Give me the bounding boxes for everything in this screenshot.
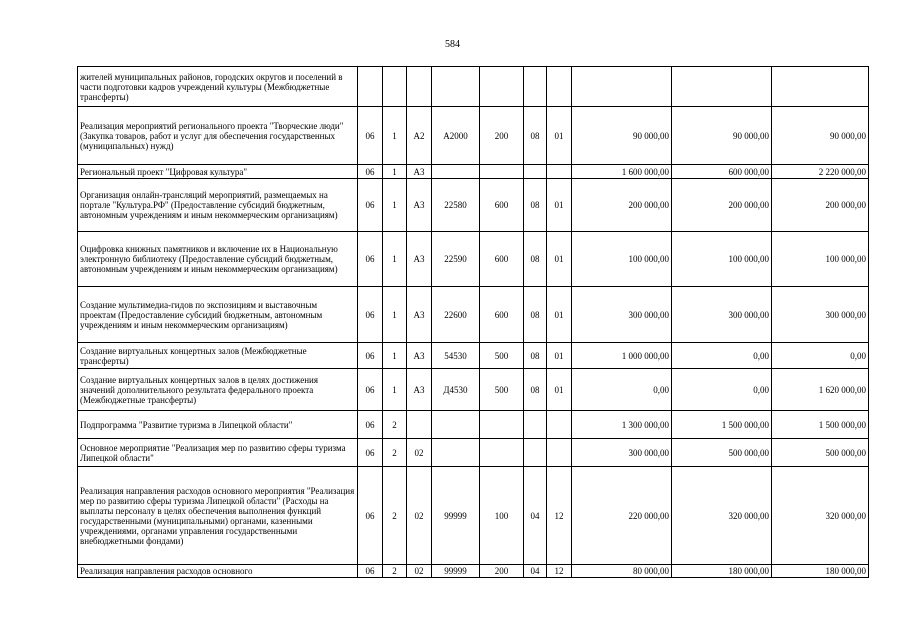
amount-year-2: 300 000,00 (672, 287, 772, 343)
amount-year-1: 100 000,00 (572, 232, 672, 287)
code-subprogram: 1 (383, 232, 407, 287)
code-subprogram: 1 (383, 107, 407, 165)
table-row (78, 439, 869, 467)
amount-year-1: 220 000,00 (572, 467, 672, 565)
code-subsection (547, 411, 572, 439)
code-subsection (547, 67, 572, 107)
table-row (78, 179, 869, 232)
code-ministry: 06 (358, 287, 383, 343)
code-subsection: 01 (547, 232, 572, 287)
code-direction: 22600 (432, 287, 480, 343)
amount-year-1 (572, 67, 672, 107)
code-section (524, 411, 547, 439)
amount-year-3: 320 000,00 (772, 467, 869, 565)
code-event: А3 (407, 165, 432, 179)
row-name: Основное мероприятие "Реализация мер по развитию сферы туризма Липецкой области" (78, 439, 358, 467)
amount-year-1: 90 000,00 (572, 107, 672, 165)
amount-year-3 (772, 67, 869, 107)
code-subsection: 01 (547, 369, 572, 411)
table-row (78, 165, 869, 179)
code-subprogram (383, 67, 407, 107)
code-expense-type: 100 (480, 467, 524, 565)
code-expense-type: 200 (480, 107, 524, 165)
code-ministry: 06 (358, 107, 383, 165)
code-subprogram: 1 (383, 369, 407, 411)
amount-year-1: 0,00 (572, 369, 672, 411)
table-row (78, 343, 869, 369)
amount-year-3: 300 000,00 (772, 287, 869, 343)
row-name: Реализация мероприятий регионального проекта "Творческие люди" (Закупка товаров, работ и услуг для обеспечения государственных (муниципальных) нужд) (78, 107, 358, 165)
code-expense-type: 200 (480, 565, 524, 578)
code-subprogram: 2 (383, 411, 407, 439)
code-event (407, 67, 432, 107)
code-event: 02 (407, 439, 432, 467)
amount-year-3: 180 000,00 (772, 565, 869, 578)
code-direction (432, 439, 480, 467)
amount-year-2: 600 000,00 (672, 165, 772, 179)
amount-year-2: 0,00 (672, 343, 772, 369)
row-name: Создание виртуальных концертных залов в целях достижения значений дополнительного результата федерального проекта (Межбюджетные трансферты) (78, 369, 358, 411)
code-subsection: 01 (547, 343, 572, 369)
table-row (78, 107, 869, 165)
code-event: А3 (407, 179, 432, 232)
amount-year-1: 300 000,00 (572, 439, 672, 467)
code-ministry: 06 (358, 232, 383, 287)
amount-year-3: 1 500 000,00 (772, 411, 869, 439)
row-name: Организация онлайн-трансляций мероприятий, размещаемых на портале "Культура.РФ" (Предоставление субсидий бюджетным, автономным учреждениям и иным некоммерческим организациям) (78, 179, 358, 232)
code-subprogram: 1 (383, 179, 407, 232)
code-expense-type: 600 (480, 287, 524, 343)
table-row (78, 467, 869, 565)
code-direction: 99999 (432, 565, 480, 578)
code-subsection: 01 (547, 287, 572, 343)
row-name: жителей муниципальных районов, городских округов и поселений в части подготовки кадров учреждений культуры (Межбюджетные трансферты) (78, 67, 358, 107)
code-subsection: 01 (547, 179, 572, 232)
amount-year-3: 0,00 (772, 343, 869, 369)
amount-year-3: 90 000,00 (772, 107, 869, 165)
code-subprogram: 1 (383, 165, 407, 179)
code-event: А3 (407, 369, 432, 411)
amount-year-3: 1 620 000,00 (772, 369, 869, 411)
code-section: 08 (524, 232, 547, 287)
code-ministry: 06 (358, 179, 383, 232)
table-row (78, 232, 869, 287)
code-direction (432, 165, 480, 179)
code-section: 04 (524, 565, 547, 578)
code-section: 04 (524, 467, 547, 565)
code-event: А3 (407, 287, 432, 343)
row-name: Создание мультимедиа-гидов по экспозициям и выставочным проектам (Предоставление субсидий бюджетным, автономным учреждениям и иным некоммерческим организациям) (78, 287, 358, 343)
code-event: А3 (407, 343, 432, 369)
code-direction (432, 67, 480, 107)
code-section: 08 (524, 287, 547, 343)
amount-year-2: 180 000,00 (672, 565, 772, 578)
code-subsection (547, 439, 572, 467)
code-expense-type (480, 439, 524, 467)
code-ministry: 06 (358, 467, 383, 565)
code-expense-type (480, 165, 524, 179)
code-subprogram: 1 (383, 287, 407, 343)
amount-year-3: 500 000,00 (772, 439, 869, 467)
amount-year-2: 0,00 (672, 369, 772, 411)
code-direction: А2000 (432, 107, 480, 165)
code-ministry: 06 (358, 565, 383, 578)
amount-year-2: 200 000,00 (672, 179, 772, 232)
row-name: Реализация направления расходов основного мероприятия "Реализация мер по развитию сферы туризма Липецкой области" (Расходы на выплаты персоналу в целях обеспечения выполнения функций государственными (муниципальными) органами, казенными учреждениями, органами управления государственными внебюджетными фондами) (78, 467, 358, 565)
code-direction: 54530 (432, 343, 480, 369)
code-event: А3 (407, 232, 432, 287)
table-row (78, 565, 869, 578)
code-ministry: 06 (358, 369, 383, 411)
row-name: Региональный проект "Цифровая культура" (78, 165, 358, 179)
code-expense-type (480, 411, 524, 439)
amount-year-3: 100 000,00 (772, 232, 869, 287)
code-direction: 22590 (432, 232, 480, 287)
code-ministry: 06 (358, 439, 383, 467)
amount-year-2: 1 500 000,00 (672, 411, 772, 439)
code-event (407, 411, 432, 439)
amount-year-2: 320 000,00 (672, 467, 772, 565)
row-name: Оцифровка книжных памятников и включение их в Национальную электронную библиотеку (Предоставление субсидий бюджетным, автономным учреждениям и иным некоммерческим организациям) (78, 232, 358, 287)
code-ministry: 06 (358, 411, 383, 439)
code-direction: 22580 (432, 179, 480, 232)
code-subprogram: 2 (383, 467, 407, 565)
amount-year-2: 90 000,00 (672, 107, 772, 165)
code-subsection (547, 165, 572, 179)
budget-table (77, 66, 869, 578)
code-ministry (358, 67, 383, 107)
code-subprogram: 1 (383, 343, 407, 369)
page-number: 584 (445, 39, 460, 50)
row-name: Подпрограмма "Развитие туризма в Липецкой области" (78, 411, 358, 439)
amount-year-2: 100 000,00 (672, 232, 772, 287)
amount-year-1: 1 600 000,00 (572, 165, 672, 179)
code-expense-type: 500 (480, 343, 524, 369)
table-row (78, 369, 869, 411)
row-name: Создание виртуальных концертных залов (Межбюджетные трансферты) (78, 343, 358, 369)
table-row (78, 411, 869, 439)
code-event: 02 (407, 565, 432, 578)
code-event: А2 (407, 107, 432, 165)
code-subsection: 01 (547, 107, 572, 165)
code-section: 08 (524, 369, 547, 411)
amount-year-3: 200 000,00 (772, 179, 869, 232)
code-expense-type: 500 (480, 369, 524, 411)
code-subsection: 12 (547, 467, 572, 565)
code-section: 08 (524, 179, 547, 232)
code-expense-type (480, 67, 524, 107)
code-expense-type: 600 (480, 179, 524, 232)
code-direction: 99999 (432, 467, 480, 565)
code-ministry: 06 (358, 165, 383, 179)
code-subprogram: 2 (383, 565, 407, 578)
code-direction: Д4530 (432, 369, 480, 411)
code-section: 08 (524, 343, 547, 369)
code-event: 02 (407, 467, 432, 565)
amount-year-1: 80 000,00 (572, 565, 672, 578)
code-ministry: 06 (358, 343, 383, 369)
code-subsection: 12 (547, 565, 572, 578)
amount-year-3: 2 220 000,00 (772, 165, 869, 179)
amount-year-1: 200 000,00 (572, 179, 672, 232)
amount-year-2 (672, 67, 772, 107)
amount-year-1: 1 300 000,00 (572, 411, 672, 439)
amount-year-1: 1 000 000,00 (572, 343, 672, 369)
code-section (524, 165, 547, 179)
code-direction (432, 411, 480, 439)
code-section (524, 67, 547, 107)
code-subprogram: 2 (383, 439, 407, 467)
amount-year-1: 300 000,00 (572, 287, 672, 343)
table-row (78, 67, 869, 107)
table-row (78, 287, 869, 343)
code-section (524, 439, 547, 467)
row-name: Реализация направления расходов основного (78, 565, 358, 578)
amount-year-2: 500 000,00 (672, 439, 772, 467)
code-section: 08 (524, 107, 547, 165)
code-expense-type: 600 (480, 232, 524, 287)
